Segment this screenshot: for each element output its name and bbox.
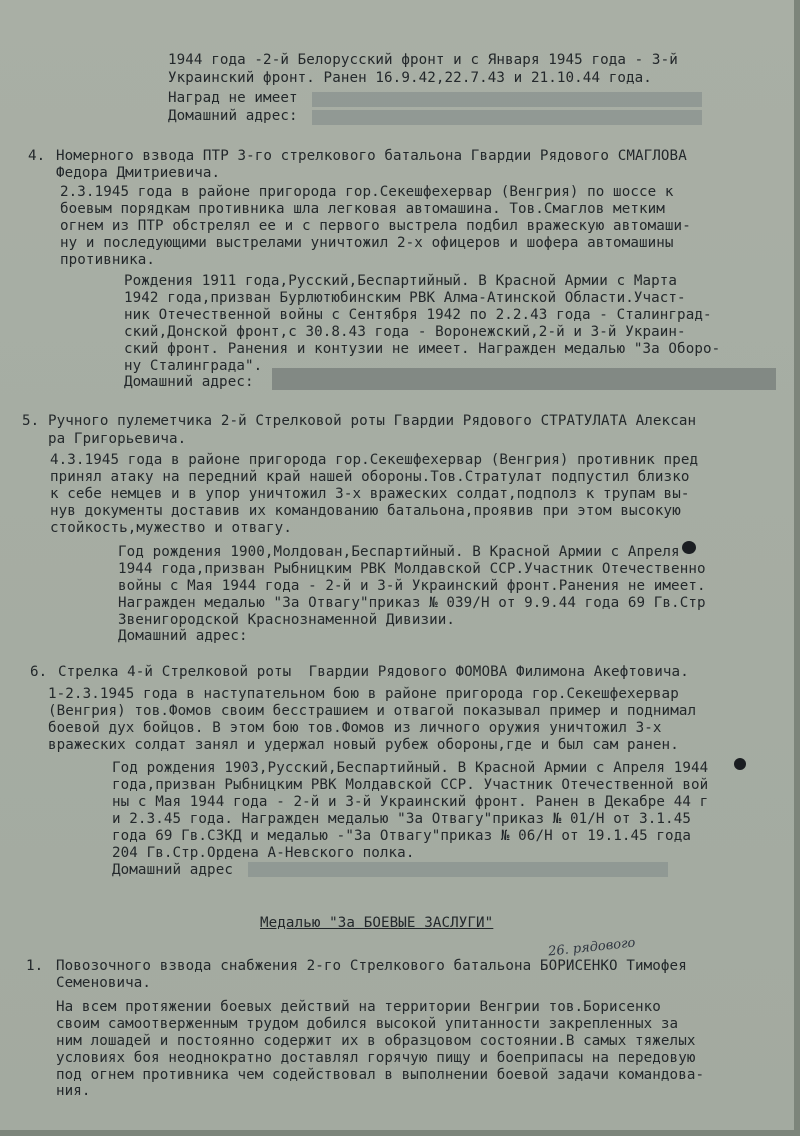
section-title-line: Номерного взвода ПТР 3-го стрелкового батальона Гвардии Рядового СМАГЛОВА bbox=[56, 148, 687, 164]
section-title-line: Стрелка 4-й Стрелковой роты Гвардии Рядового ФОМОВА Филимона Акефтовича. bbox=[58, 664, 689, 680]
bio-line: войны с Мая 1944 года - 2-й и 3-й Украинский фронт.Ранения не имеет. bbox=[118, 578, 706, 594]
bio-line: ский,Донской фронт,с 30.8.43 года - Воронежский,2-й и 3-й Украин- bbox=[124, 324, 686, 340]
redaction-bar bbox=[312, 110, 702, 125]
bio-line: и 2.3.45 года. Награжден медалью "За Отвагу"приказ № 01/Н от 3.1.45 bbox=[112, 811, 691, 827]
body-line: условиях боя неоднократно доставлял горячую пищу и боеприпасы на передовую bbox=[56, 1050, 696, 1066]
bio-line: года,призван Рыбницким РВК Молдавской ССР. Участник Отечественной вой bbox=[112, 777, 709, 793]
body-line: боевым порядкам противника шла легковая автомашина. Тов.Смаглов метким bbox=[60, 201, 665, 217]
bio-line: Награжден медалью "За Отвагу"приказ № 039/Н от 9.9.44 года 69 Гв.Стр bbox=[118, 595, 706, 611]
bio-line: ны с Мая 1944 года - 2-й и 3-й Украинский фронт. Ранен в Декабре 44 г bbox=[112, 794, 709, 810]
redaction-bar bbox=[272, 368, 776, 390]
section-number: 1. bbox=[26, 958, 44, 974]
body-line: огнем из ПТР обстрелял ее и с первого выстрела подбил вражескую автомаши- bbox=[60, 218, 691, 234]
section-title-line: Повозочного взвода снабжения 2-го Стрелкового батальона БОРИСЕНКО Тимофея bbox=[56, 958, 687, 974]
intro-line: Украинский фронт. Ранен 16.9.42,22.7.43 и 21.10.44 года. bbox=[168, 70, 652, 86]
body-line: противника. bbox=[60, 252, 156, 268]
bio-line: Звенигородской Краснознаменной Дивизии. bbox=[118, 612, 456, 628]
body-line: 4.3.1945 года в районе пригорода гор.Секешфехервар (Венгрия) противник пред bbox=[50, 452, 699, 468]
redaction-bar bbox=[312, 92, 702, 107]
medal-heading: Медалью "За БОЕВЫЕ ЗАСЛУГИ" bbox=[260, 915, 494, 931]
bio-line: ник Отечественной войны с Сентября 1942 по 2.2.43 года - Сталинград- bbox=[124, 307, 712, 323]
bio-line: 204 Гв.Стр.Ордена А-Невского полка. bbox=[112, 845, 415, 861]
intro-line: Домашний адрес: bbox=[168, 108, 298, 124]
body-line: боевой дух бойцов. В этом бою тов.Фомов из личного оружия уничтожил 3-х bbox=[48, 720, 662, 736]
bio-line: Год рождения 1900,Молдован,Беспартийный. В Красной Армии с Апреля bbox=[118, 544, 680, 560]
body-line: стойкость,мужество и отвагу. bbox=[50, 520, 292, 536]
ink-blot bbox=[682, 541, 696, 554]
body-line: нув документы доставив их командованию батальона,проявив при этом высокую bbox=[50, 503, 681, 519]
bio-line: Рождения 1911 года,Русский,Беспартийный. В Красной Армии с Марта bbox=[124, 273, 678, 289]
body-line: ним лошадей и постоянно содержит их в образцовом состоянии.В самых тяжелых bbox=[56, 1033, 696, 1049]
bio-line: 1944 года,призван Рыбницким РВК Молдавской ССР.Участник Отечественно bbox=[118, 561, 706, 577]
section-title-line: ра Григорьевича. bbox=[48, 431, 187, 447]
intro-line: Наград не имеет bbox=[168, 90, 298, 106]
body-line: ну и последующими выстрелами уничтожил 2-х офицеров и шофера автомашины bbox=[60, 235, 674, 251]
body-line: под огнем противника чем содействовал в выполнении боевой задачи командова- bbox=[56, 1067, 705, 1083]
page-edge-shadow bbox=[794, 0, 800, 1136]
section-number: 4. bbox=[28, 148, 46, 164]
section-title-line: Ручного пулеметчика 2-й Стрелковой роты Гвардии Рядового СТРАТУЛАТА Алексан bbox=[48, 413, 697, 429]
section-title-line: Семеновича. bbox=[56, 975, 152, 991]
ink-blot bbox=[734, 758, 746, 770]
body-line: На всем протяжении боевых действий на территории Венгрии тов.Борисенко bbox=[56, 999, 661, 1015]
bio-line: ский фронт. Ранения и контузии не имеет. Награжден медалью "За Оборо- bbox=[124, 341, 721, 357]
section-number: 5. bbox=[22, 413, 40, 429]
bio-line: Год рождения 1903,Русский,Беспартийный. В Красной Армии с Апреля 1944 bbox=[112, 760, 709, 776]
body-line: принял атаку на передний край нашей обороны.Тов.Стратулат подпустил близко bbox=[50, 469, 690, 485]
bio-line: Домашний адрес: bbox=[118, 628, 248, 644]
bio-line: Домашний адрес: bbox=[124, 374, 254, 390]
bio-line: ну Сталинграда". bbox=[124, 358, 263, 374]
body-line: (Венгрия) тов.Фомов своим бесстрашием и отвагой показывал пример и поднимал bbox=[48, 703, 697, 719]
body-line: вражеских солдат занял и удержал новый рубеж обороны,где и был сам ранен. bbox=[48, 737, 679, 753]
body-line: к себе немцев и в упор уничтожил 3-х вражеских солдат,подполз к трупам вы- bbox=[50, 486, 690, 502]
bio-line: 1942 года,призван Бурлютюбинским РВК Алма-Атинской Области.Участ- bbox=[124, 290, 686, 306]
intro-line: 1944 года -2-й Белорусский фронт и с Января 1945 года - 3-й bbox=[168, 52, 678, 68]
body-line: 2.3.1945 года в районе пригорода гор.Секешфехервар (Венгрия) по шоссе к bbox=[60, 184, 674, 200]
body-line: своим самоотверженным трудом добился высокой упитанности закрепленных за bbox=[56, 1016, 679, 1032]
section-number: 6. bbox=[30, 664, 48, 680]
body-line: ния. bbox=[56, 1083, 91, 1099]
page-edge-shadow bbox=[0, 1130, 800, 1136]
redaction-bar bbox=[248, 862, 668, 877]
handwritten-note: 26. рядового bbox=[547, 935, 637, 960]
bio-line: Домашний адрес bbox=[112, 862, 233, 878]
section-title-line: Федора Дмитриевича. bbox=[56, 165, 221, 181]
bio-line: года 69 Гв.СЗКД и медалью -"За Отвагу"приказ № 06/Н от 19.1.45 года bbox=[112, 828, 691, 844]
body-line: 1-2.3.1945 года в наступательном бою в районе пригорода гор.Секешфехервар bbox=[48, 686, 679, 702]
